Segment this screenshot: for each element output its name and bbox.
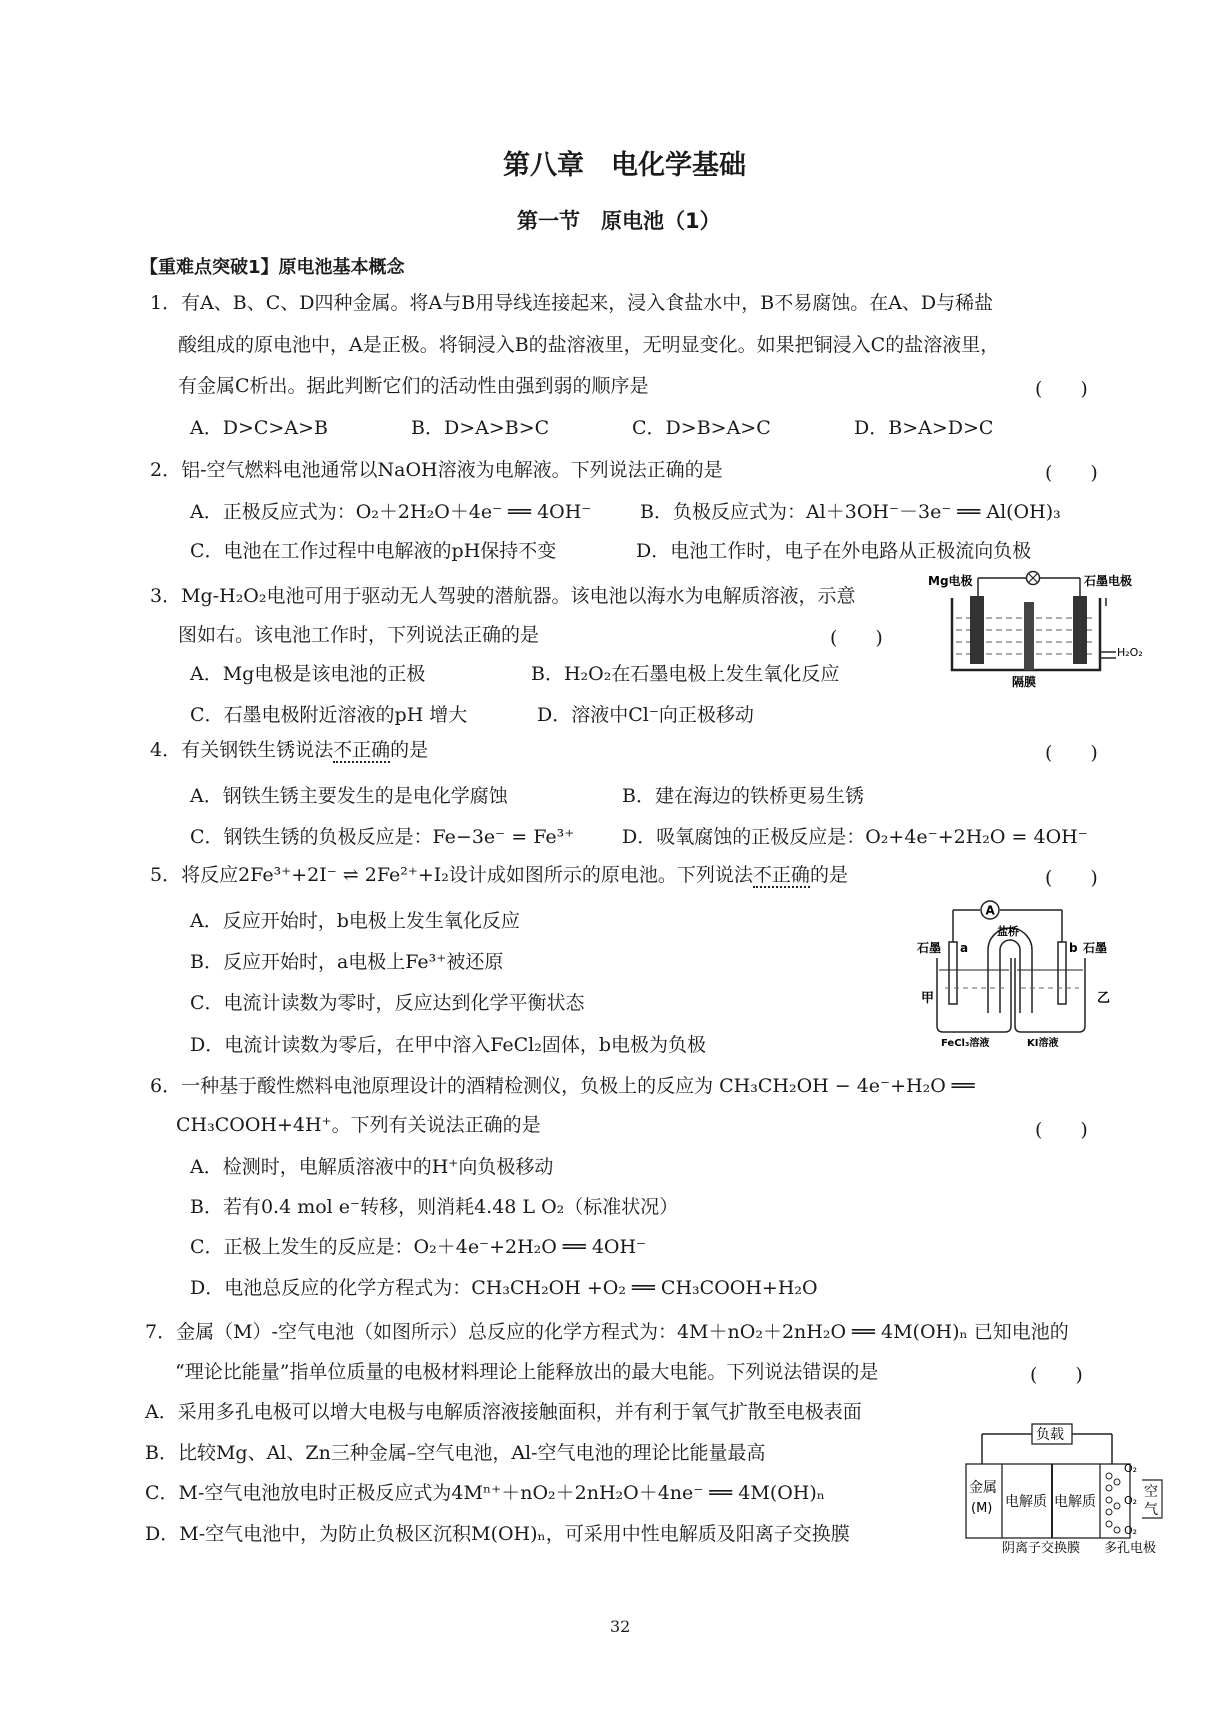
q5-option-d: D．电流计读数为零后，在甲中溶入FeCl₂固体，b电极为负极 — [190, 1034, 707, 1056]
answer-bracket: ( ) — [1045, 462, 1098, 484]
q5-suffix: 的是 — [809, 864, 848, 886]
fig-label-mg-electrode: Mg电极 — [928, 574, 973, 588]
fig-label-air-1: 空 — [1144, 1484, 1158, 1500]
q3-line2: 图如右。该电池工作时，下列说法正确的是 — [178, 624, 540, 646]
answer-bracket: ( ) — [1030, 1364, 1083, 1386]
answer-bracket: ( ) — [1045, 867, 1098, 889]
fig-label-jia: 甲 — [921, 991, 935, 1006]
mg-h2o2-cell-diagram — [920, 566, 1150, 688]
fig-label-b: b — [1069, 941, 1078, 955]
q1-option-c: C．D>B>A>C — [632, 417, 771, 439]
q7-option-a: A．采用多孔电极可以增大电极与电解质溶液接触面积，并有利于氧气扩散至电极表面 — [145, 1401, 862, 1423]
fig-label-o2-top: O₂ — [1124, 1462, 1138, 1475]
q2-option-d: D．电池工作时，电子在外电路从正极流向负极 — [636, 540, 1032, 562]
q4-emphasis: 不正确 — [333, 739, 391, 761]
q3-option-c: C．石墨电极附近溶液的pH 增大 — [190, 704, 468, 726]
q3-line1: 3．Mg-H₂O₂电池可用于驱动无人驾驶的潜航器。该电池以海水为电解质溶液，示意 — [150, 585, 856, 607]
electrode-b — [1058, 942, 1066, 1004]
q6-line1: 6．一种基于酸性燃料电池原理设计的酒精检测仪，负极上的反应为 CH₃CH₂OH − 4e⁻+H₂O ══ — [150, 1075, 975, 1097]
q7-option-c: C．M-空气电池放电时正极反应式为4Mⁿ⁺＋nO₂＋2nH₂O＋4ne⁻ ══ 4M(OH)ₙ — [145, 1482, 826, 1504]
fig-label-a: a — [960, 941, 969, 955]
metal-air-cell-diagram — [960, 1420, 1180, 1555]
electrode-a — [949, 942, 957, 1004]
q1-line2: 酸组成的原电池中，A是正极。将铜浸入B的盐溶液里，无明显变化。如果把铜浸入C的盐溶液里， — [178, 334, 1000, 356]
q5-line1 — [150, 863, 848, 887]
q5-option-b: B．反应开始时，a电极上Fe³⁺被还原 — [190, 951, 504, 973]
q2-option-c: C．电池在工作过程中电解液的pH保持不变 — [190, 540, 557, 562]
q6-option-b: B．若有0.4 mol e⁻转移，则消耗4.48 L O₂（标准状况） — [190, 1196, 679, 1218]
fig-label-load: 负载 — [1036, 1427, 1064, 1443]
answer-bracket: ( ) — [830, 627, 883, 649]
q2-option-a: A．正极反应式为：O₂＋2H₂O＋4e⁻ ══ 4OH⁻ — [190, 501, 592, 523]
fig-label-right-graphite: 石墨 — [1083, 941, 1108, 955]
answer-bracket: ( ) — [1045, 742, 1098, 764]
fig-label-metal: 金属 — [969, 1480, 997, 1496]
fig-label-fecl3: FeCl₃溶液 — [941, 1038, 990, 1048]
q1-line1: 1．有A、B、C、D四种金属。将A与B用导线连接起来，浸入食盐水中，B不易腐蚀。在A、D与稀盐 — [150, 292, 994, 314]
q1-line3: 有金属C析出。据此判断它们的活动性由强到弱的顺序是 — [178, 375, 649, 397]
q7-line2: “理论比能量”指单位质量的电极材料理论上能释放出的最大电能。下列说法错误的是 — [175, 1361, 879, 1383]
q3-option-d: D．溶液中Cl⁻向正极移动 — [537, 704, 754, 726]
q6-line2: CH₃COOH+4H⁺。下列有关说法正确的是 — [176, 1114, 541, 1136]
q6-option-c: C．正极上发生的反应是：O₂＋4e⁻+2H₂O ══ 4OH⁻ — [190, 1236, 647, 1258]
fig-label-yi: 乙 — [1097, 991, 1111, 1006]
q3-option-b: B．H₂O₂在石墨电极上发生氧化反应 — [531, 663, 840, 685]
q5-option-a: A．反应开始时，b电极上发生氧化反应 — [190, 910, 520, 932]
graphite-electrode — [1073, 596, 1087, 664]
q6-option-a: A．检测时，电解质溶液中的H⁺向负极移动 — [190, 1156, 554, 1178]
q3-option-a: A．Mg电极是该电池的正极 — [190, 663, 426, 685]
fig-label-h2o2: H₂O₂ — [1117, 646, 1143, 659]
salt-bridge-inner — [1000, 940, 1020, 1013]
fig-label-salt-bridge: 盐桥 — [997, 925, 1019, 938]
q5-prefix: 5．将反应2Fe³⁺+2I⁻ ⇌ 2Fe²⁺+I₂设计成如图所示的原电池。下列说法 — [150, 864, 753, 886]
fig-label-left-graphite: 石墨 — [917, 941, 942, 955]
fig-label-membrane: 隔膜 — [1012, 675, 1037, 688]
q6-option-d: D．电池总反应的化学方程式为：CH₃CH₂OH +O₂ ══ CH₃COOH+H₂O — [190, 1277, 818, 1299]
fig-label-ki: KI溶液 — [1027, 1038, 1059, 1048]
q7-option-b: B．比较Mg、Al、Zn三种金属–空气电池，Al-空气电池的理论比能量最高 — [145, 1442, 766, 1464]
membrane — [1024, 602, 1034, 670]
q4-option-c: C．钢铁生锈的负极反应是：Fe−3e⁻ = Fe³⁺ — [190, 826, 575, 848]
q2-line1: 2．铝-空气燃料电池通常以NaOH溶液为电解液。下列说法正确的是 — [150, 459, 723, 481]
fig-label-air-2: 气 — [1144, 1502, 1158, 1518]
q4-option-a: A．钢铁生锈主要发生的是电化学腐蚀 — [190, 785, 508, 807]
q4-line1 — [150, 738, 428, 762]
fig-label-membrane: 阴离子交换膜 — [1002, 1541, 1081, 1555]
q4-prefix: 4．有关钢铁生锈说法 — [150, 739, 334, 761]
q1-option-a: A．D>C>A>B — [190, 417, 328, 439]
q7-line1: 7．金属（M）-空气电池（如图所示）总反应的化学方程式为：4M＋nO₂＋2nH₂O ══ 4M(OH)ₙ 已知电池的 — [145, 1321, 1069, 1343]
q5-option-c: C．电流计读数为零时，反应达到化学平衡状态 — [190, 992, 585, 1014]
beaker-yi — [1015, 958, 1085, 1032]
mg-electrode — [970, 596, 984, 664]
fig-label-graphite-electrode: 石墨电极 — [1084, 574, 1133, 588]
q4-option-d: D．吸氧腐蚀的正极反应是：O₂+4e⁻+2H₂O = 4OH⁻ — [622, 826, 1088, 848]
fig-label-o2-mid: O₂ — [1124, 1494, 1138, 1507]
fig-label-metal-m: (M) — [971, 1501, 993, 1516]
fig-label-electrolyte-2: 电解质 — [1054, 1494, 1096, 1510]
answer-bracket: ( ) — [1035, 378, 1088, 400]
fig-label-ammeter: A — [985, 903, 995, 918]
fig-label-electrolyte-1: 电解质 — [1005, 1494, 1047, 1510]
answer-bracket: ( ) — [1035, 1119, 1088, 1141]
q1-option-b: B．D>A>B>C — [411, 417, 550, 439]
fig-label-porous-electrode: 多孔电极 — [1104, 1541, 1157, 1555]
q7-option-d: D．M-空气电池中，为防止负极区沉积M(OH)ₙ，可采用中性电解质及阳离子交换膜 — [145, 1523, 850, 1545]
section-heading: 【重难点突破1】原电池基本概念 — [140, 257, 405, 278]
chapter-title: 第八章 电化学基础 — [503, 150, 746, 181]
q4-suffix: 的是 — [390, 739, 429, 761]
q4-option-b: B．建在海边的铁桥更易生锈 — [622, 785, 864, 807]
q1-option-d: D．B>A>D>C — [854, 417, 994, 439]
fig-label-o2-bottom: O₂ — [1124, 1524, 1138, 1537]
page-number: 32 — [610, 1617, 631, 1636]
section-title: 第一节 原电池（1） — [517, 209, 721, 233]
q5-emphasis: 不正确 — [752, 864, 810, 886]
q2-option-b: B．负极反应式为：Al＋3OH⁻－3e⁻ ══ Al(OH)₃ — [640, 501, 1061, 523]
salt-bridge-cell-diagram — [915, 898, 1135, 1048]
